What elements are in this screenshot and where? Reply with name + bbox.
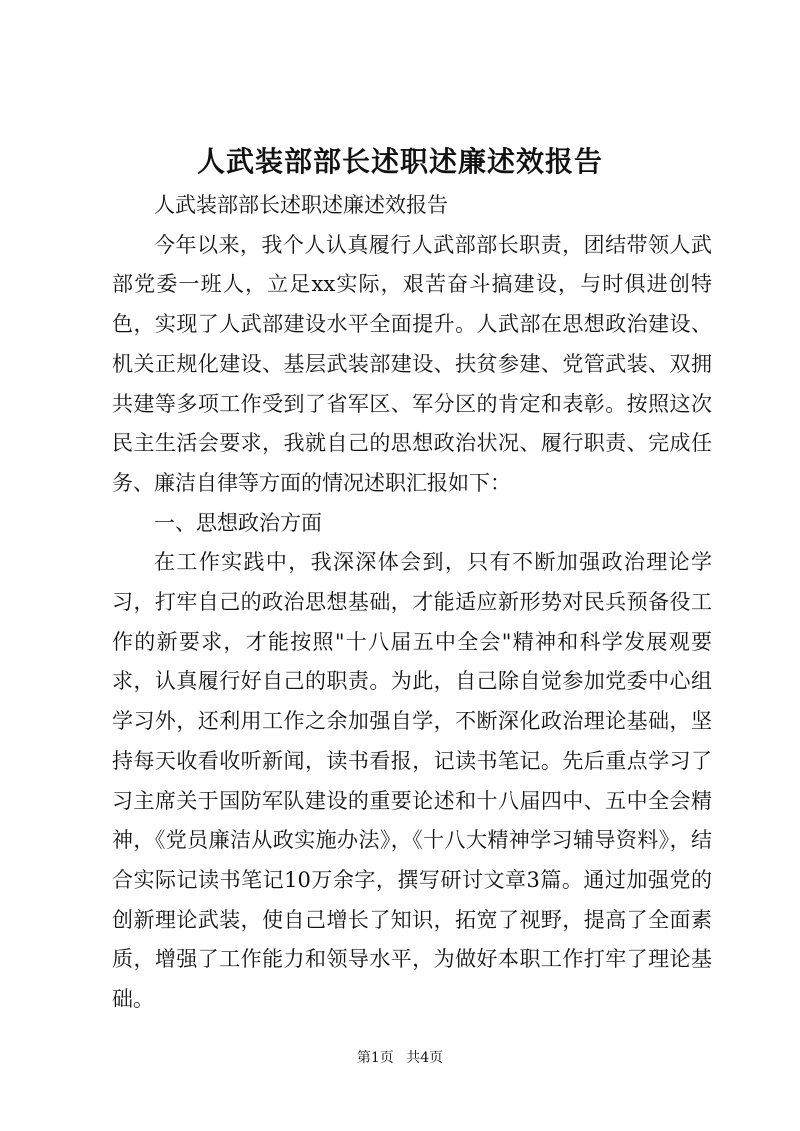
body-paragraph: 在工作实践中，我深深体会到，只有不断加强政治理论学习，打牢自己的政治思想基础，才能适应新形势对民兵预备役工作的新要求，才能按照"十八届五中全会"精神和科学发展观要求，认真履行好自己的职责。为此，自己除自觉参加党委中心组学习外，还利用工作之余加强自学，不断深化政治理论基础，坚持每天收看收听新闻，读书看报，记读书笔记。先后重点学习了习主席关于国防军队建设的重要论述和十八届四中、五中全会精神，《党员廉洁从政实施办法》，《十八大精神学习辅导资料》，结合实际记读书笔记10万余字，撰写研讨文章3篇。通过加强党的创新理论武装，使自己增长了知识，拓宽了视野，提高了全面素质，增强了工作能力和领导水平，为做好本职工作打牢了理论基础。 <box>112 550 712 1012</box>
section-heading: 一、思想政治方面 <box>154 510 322 535</box>
page-total: 共4页 <box>406 1050 444 1066</box>
page-footer <box>0 1048 800 1068</box>
page-number: 第1页 <box>356 1050 394 1066</box>
intro-paragraph: 今年以来，我个人认真履行人武部部长职责，团结带领人武部党委一班人，立足xx实际，艰苦奋斗搞建设，与时俱进创特色，实现了人武部建设水平全面提升。人武部在思想政治建设、机关正规化建设、基层武装部建设、扶贫参建、党管武装、双拥共建等多项工作受到了省军区、军分区的肯定和表彰。按照这次民主生活会要求，我就自己的思想政治状况、履行职责、完成任务、廉洁自律等方面的情况述职汇报如下： <box>112 232 712 495</box>
subtitle-paragraph: 人武装部部长述职述廉述效报告 <box>154 193 448 217</box>
document-body <box>112 186 712 1020</box>
document-title: 人武装部部长述职述廉述效报告 <box>196 145 603 178</box>
